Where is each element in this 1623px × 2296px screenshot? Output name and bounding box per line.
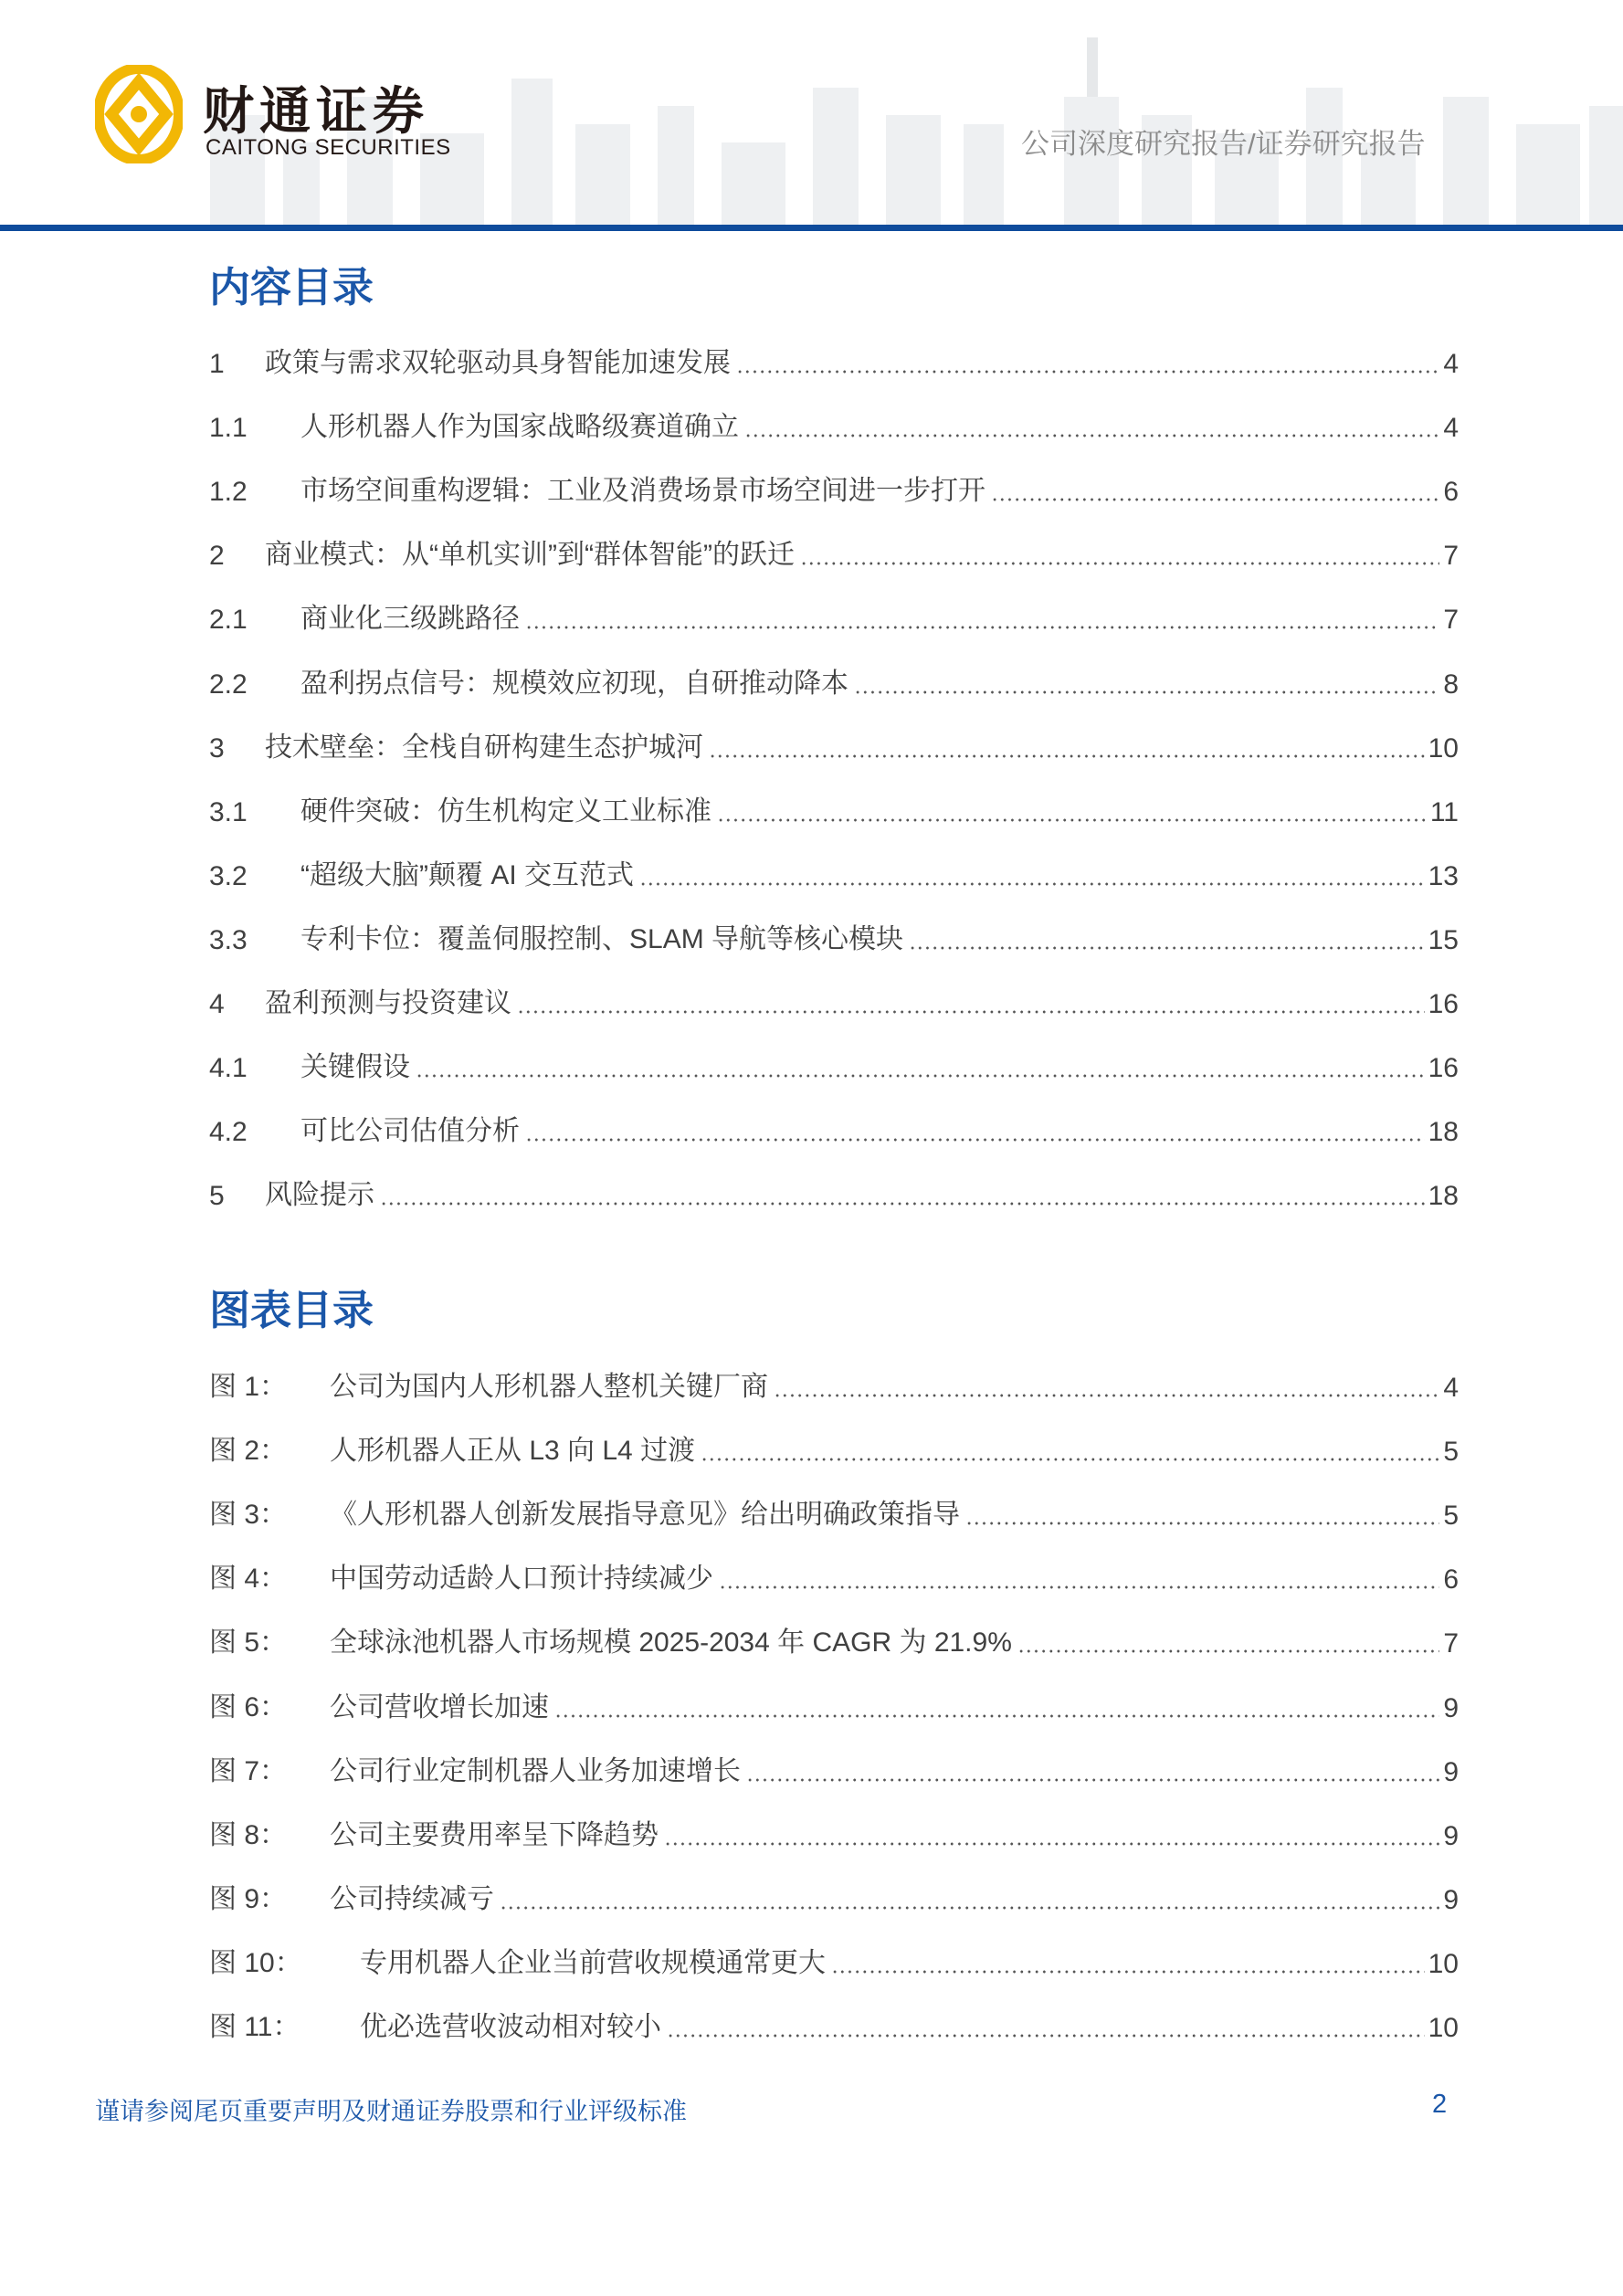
figure-entry[interactable]	[209, 1684, 1459, 1724]
figure-entry[interactable]	[209, 2004, 1459, 2044]
figure-entry[interactable]	[209, 1491, 1459, 1532]
dot-leader	[831, 1969, 1425, 1975]
entry-label	[209, 1940, 826, 1980]
entry-title: 公司为国内人形机器人整机关键厂商	[330, 1372, 768, 1402]
entry-page-number: 11	[1429, 796, 1459, 827]
entry-label	[209, 1876, 494, 1916]
entry-page-number: 9	[1443, 1756, 1459, 1787]
entry-title: 风险提示	[265, 1180, 374, 1211]
entry-label	[209, 1555, 713, 1596]
dot-leader	[380, 1201, 1425, 1206]
entry-number: 1	[209, 349, 225, 379]
toc-entry[interactable]	[209, 1044, 1459, 1084]
toc-entry[interactable]	[209, 660, 1459, 700]
figure-entry[interactable]	[209, 1940, 1459, 1980]
company-logo	[95, 64, 451, 164]
dot-leader	[525, 625, 1439, 630]
entry-title: 硬件突破：仿生机构定义工业标准	[300, 795, 711, 827]
page-header	[0, 0, 1623, 234]
entry-title: 专用机器人企业当前营收规模通常更大	[360, 1947, 826, 1978]
figure-entry[interactable]	[209, 1748, 1459, 1788]
entry-label	[209, 1108, 520, 1148]
entry-title: 盈利拐点信号：规模效应初现，自研推动降本	[300, 668, 848, 699]
dot-leader	[701, 1457, 1439, 1462]
entry-page-number: 6	[1443, 477, 1459, 508]
toc-entry[interactable]	[209, 340, 1459, 380]
dot-leader	[746, 1777, 1439, 1783]
entry-title: 技术壁垒：全栈自研构建生态护城河	[265, 732, 703, 763]
entry-title: 政策与需求双轮驱动具身智能加速发展	[265, 348, 731, 378]
entry-title: 公司持续减亏	[330, 1883, 494, 1914]
entry-number: 4.2	[209, 1117, 248, 1148]
entry-page-number: 18	[1428, 1117, 1459, 1148]
figures-title: 图表目录	[209, 1287, 374, 1333]
entry-page-number: 5	[1443, 1501, 1459, 1532]
entry-title: 商业模式：从“单机实训”到“群体智能”的跃迁	[265, 540, 795, 571]
document-type: 公司深度研究报告/证券研究报告	[1021, 128, 1426, 160]
entry-title: 盈利预测与投资建议	[265, 988, 511, 1018]
entry-label	[209, 1427, 695, 1468]
dot-leader	[664, 1841, 1439, 1847]
entry-number: 图 3：	[209, 1500, 288, 1531]
toc-entry[interactable]	[209, 852, 1459, 892]
entry-page-number: 4	[1443, 349, 1459, 379]
entry-page-number: 10	[1428, 2013, 1459, 2043]
entry-number: 图 11：	[209, 2012, 300, 2042]
dot-leader	[500, 1905, 1439, 1911]
entry-label	[209, 404, 739, 444]
entry-label	[209, 1619, 1012, 1659]
toc-entry[interactable]	[209, 724, 1459, 764]
entry-label	[209, 1684, 549, 1724]
dot-leader	[517, 1009, 1425, 1015]
entry-page-number: 9	[1443, 1820, 1459, 1851]
figure-entry[interactable]	[209, 1364, 1459, 1404]
toc-entry[interactable]	[209, 980, 1459, 1020]
entry-number: 3.3	[209, 924, 248, 955]
entry-number: 图 2：	[209, 1436, 288, 1467]
figure-entry[interactable]	[209, 1876, 1459, 1916]
toc-entry[interactable]	[209, 468, 1459, 508]
entry-page-number: 4	[1443, 1373, 1459, 1403]
entry-page-number: 9	[1443, 1692, 1459, 1723]
figure-entry[interactable]	[209, 1812, 1459, 1852]
figure-entry[interactable]	[209, 1619, 1459, 1659]
entry-page-number: 9	[1443, 1884, 1459, 1915]
entry-page-number: 10	[1428, 1948, 1459, 1979]
toc-entry[interactable]	[209, 916, 1459, 956]
entry-label	[209, 1364, 768, 1404]
entry-page-number: 7	[1443, 605, 1459, 636]
figure-entry[interactable]	[209, 1555, 1459, 1596]
figure-entry[interactable]	[209, 1427, 1459, 1468]
entry-label	[209, 2004, 661, 2044]
entry-page-number: 18	[1428, 1181, 1459, 1212]
entry-title: 专利卡位：覆盖伺服控制、SLAM 导航等核心模块	[300, 923, 904, 954]
entry-label	[209, 788, 711, 828]
entry-page-number: 10	[1428, 732, 1459, 764]
entry-label	[209, 1812, 659, 1852]
entry-page-number: 16	[1428, 989, 1459, 1019]
entry-label	[209, 1044, 410, 1084]
entry-number: 1.1	[209, 413, 248, 444]
entry-label	[209, 595, 520, 636]
entry-title: 人形机器人正从 L3 向 L4 过渡	[330, 1436, 696, 1467]
entry-label	[209, 660, 848, 700]
entry-title: 《人形机器人创新发展指导意见》给出明确政策指导	[330, 1500, 960, 1531]
dot-leader	[667, 2033, 1425, 2038]
dot-leader	[854, 690, 1439, 695]
entry-number: 图 7：	[209, 1755, 288, 1786]
toc-entry[interactable]	[209, 788, 1459, 828]
toc-entry[interactable]	[209, 532, 1459, 572]
entry-label	[209, 1491, 960, 1532]
entry-label	[209, 468, 985, 508]
entry-title: 全球泳池机器人市场规模 2025-2034 年 CAGR 为 21.9%	[330, 1627, 1012, 1659]
entry-number: 图 4：	[209, 1564, 288, 1595]
entry-page-number: 4	[1443, 413, 1459, 444]
entry-number: 5	[209, 1181, 225, 1212]
entry-title: 可比公司估值分析	[300, 1116, 520, 1147]
toc-entry[interactable]	[209, 1172, 1459, 1212]
entry-number: 图 8：	[209, 1819, 288, 1850]
entry-page-number: 13	[1428, 860, 1459, 891]
entry-number: 3.2	[209, 860, 248, 891]
entry-number: 图 5：	[209, 1627, 288, 1659]
entry-number: 4.1	[209, 1053, 248, 1084]
entry-title: 优必选营收波动相对较小	[360, 2012, 661, 2042]
toc-entry[interactable]	[209, 595, 1459, 636]
entry-label	[209, 1172, 374, 1212]
dot-leader	[1017, 1648, 1439, 1654]
dot-leader	[525, 1137, 1425, 1143]
entry-number: 4	[209, 989, 225, 1019]
entry-title: 公司营收增长加速	[330, 1691, 549, 1722]
entry-number: 图 1：	[209, 1372, 288, 1402]
dot-leader	[965, 1521, 1439, 1526]
logo-english-name: CAITONG SECURITIES	[206, 135, 451, 160]
dot-leader	[774, 1393, 1439, 1398]
entry-page-number: 15	[1428, 924, 1459, 955]
entry-number: 图 9：	[209, 1883, 288, 1914]
entry-label	[209, 1748, 741, 1788]
dot-leader	[709, 753, 1425, 759]
dot-leader	[736, 369, 1439, 374]
entry-number: 3	[209, 732, 225, 764]
dot-leader	[991, 497, 1439, 502]
disclaimer-note: 谨请参阅尾页重要声明及财通证券股票和行业评级标准	[95, 2098, 687, 2125]
entry-number: 图 10：	[209, 1947, 302, 1978]
entry-label	[209, 340, 731, 380]
header-divider	[0, 225, 1623, 231]
dot-leader	[639, 881, 1425, 887]
entry-label	[209, 724, 703, 764]
entry-label	[209, 980, 511, 1020]
toc-entry[interactable]	[209, 404, 1459, 444]
dot-leader	[719, 1585, 1439, 1590]
entry-page-number: 6	[1443, 1564, 1459, 1596]
entry-number: 图 6：	[209, 1691, 288, 1722]
entry-page-number: 8	[1443, 669, 1459, 700]
entry-label	[209, 532, 795, 572]
logo-mark-icon	[95, 65, 183, 163]
entry-number: 2	[209, 541, 225, 572]
entry-page-number: 16	[1428, 1053, 1459, 1084]
entry-number: 2.2	[209, 669, 248, 700]
entry-label	[209, 852, 634, 892]
dot-leader	[909, 945, 1425, 951]
entry-title: “超级大脑”颠覆 AI 交互范式	[300, 859, 634, 890]
entry-title: 公司行业定制机器人业务加速增长	[330, 1755, 741, 1786]
entry-number: 2.1	[209, 605, 248, 636]
dot-leader	[800, 561, 1439, 566]
dot-leader	[717, 817, 1427, 823]
dot-leader	[416, 1073, 1425, 1079]
entry-page-number: 7	[1443, 541, 1459, 572]
entry-title: 市场空间重构逻辑：工业及消费场景市场空间进一步打开	[300, 476, 985, 507]
entry-title: 人形机器人作为国家战略级赛道确立	[300, 412, 739, 443]
entry-title: 中国劳动适龄人口预计持续减少	[330, 1564, 713, 1595]
dot-leader	[554, 1713, 1439, 1719]
contents-title: 内容目录	[209, 264, 374, 311]
entry-page-number: 7	[1443, 1628, 1459, 1659]
entry-title: 公司主要费用率呈下降趋势	[330, 1819, 659, 1850]
dot-leader	[744, 433, 1439, 438]
entry-number: 1.2	[209, 477, 248, 508]
entry-page-number: 5	[1443, 1437, 1459, 1468]
toc-entry[interactable]	[209, 1108, 1459, 1148]
page-number: 2	[1432, 2090, 1448, 2119]
entry-title: 关键假设	[300, 1052, 410, 1083]
entry-label	[209, 916, 903, 956]
entry-title: 商业化三级跳路径	[300, 604, 520, 635]
entry-number: 3.1	[209, 796, 248, 827]
logo-chinese-name: 财通证券	[203, 82, 429, 140]
